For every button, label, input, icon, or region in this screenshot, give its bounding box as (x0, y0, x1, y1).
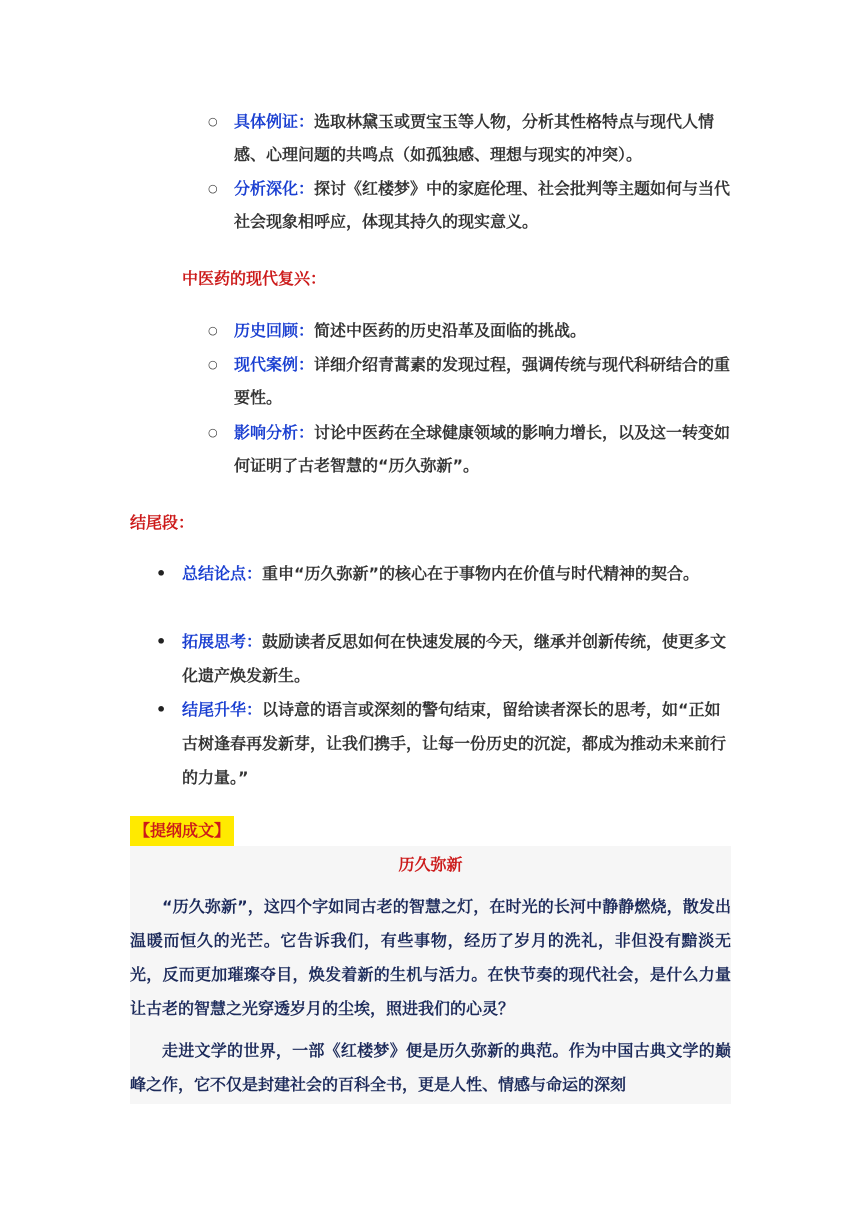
disc-bullet-icon: • (156, 564, 167, 583)
item-text: 选取林黛玉或贾宝玉等人物，分析其性格特点与现代人情感、心理问题的共鸣点（如孤独感、理想与现实的冲突）。 (234, 112, 715, 164)
disc-bullet-icon: • (156, 700, 167, 719)
essay-block (130, 846, 731, 1104)
essay-paragraph: 走进文学的世界，一部《红楼梦》便是历久弥新的典范。作为中国古典文学的巅峰之作，它不仅是封建社会的百科全书，更是人性、情感与命运的深刻 (130, 1041, 731, 1094)
item-label: 结尾升华： (182, 700, 263, 719)
outline-essay-tag: 【提纲成文】 (130, 816, 234, 847)
circle-bullet-icon: ○ (208, 115, 218, 128)
item-label: 分析深化： (234, 179, 315, 198)
item-label: 现代案例： (234, 355, 315, 374)
item-label: 总结论点： (182, 564, 263, 583)
item-text: 重申“历久弥新”的核心在于事物内在价值与时代精神的契合。 (262, 564, 700, 583)
list-item (156, 693, 734, 795)
list-item (156, 557, 734, 591)
disc-bullet-icon: • (156, 632, 167, 651)
item-text: 鼓励读者反思如何在快速发展的今天，继承并创新传统，使更多文化遗产焕发新生。 (182, 632, 727, 685)
item-text: 探讨《红楼梦》中的家庭伦理、社会批判等主题如何与当代社会现象相呼应，体现其持久的现实意义。 (234, 179, 731, 231)
section-heading: 中医药的现代复兴： (182, 269, 327, 288)
item-text: 讨论中医药在全球健康领域的影响力增长，以及这一转变如何证明了古老智慧的“历久弥新”。 (234, 423, 731, 475)
essay-title: 历久弥新 (398, 855, 463, 874)
item-label: 拓展思考： (182, 632, 263, 651)
item-label: 历史回顾： (234, 321, 315, 340)
item-text: 简述中医药的历史沿革及面临的挑战。 (314, 321, 587, 340)
circle-bullet-icon: ○ (208, 182, 218, 195)
list-item (208, 348, 734, 414)
item-text: 详细介绍青蒿素的发现过程，强调传统与现代科研结合的重要性。 (234, 355, 731, 407)
list-item (208, 172, 734, 238)
item-label: 具体例证： (234, 112, 315, 131)
circle-bullet-icon: ○ (208, 426, 218, 439)
item-text: 以诗意的语言或深刻的警句结束，留给读者深长的思考，如“正如古树逢春再发新芽，让我们携手，让每一份历史的沉淀，都成为推动未来前行的力量。” (182, 700, 727, 787)
essay-paragraph: “历久弥新”，这四个字如同古老的智慧之灯，在时光的长河中静静燃烧，散发出温暖而恒久的光芒。它告诉我们，有些事物，经历了岁月的洗礼，非但没有黯淡无光，反而更加璀璨夺目，焕发着新的生机与活力。在快节奏的现代社会，是什么力量让古老的智慧之光穿透岁月的尘埃，照进我们的心灵？ (130, 897, 731, 1018)
circle-bullet-icon: ○ (208, 358, 218, 371)
circle-bullet-icon: ○ (208, 324, 218, 337)
list-item (208, 314, 734, 347)
list-item (156, 625, 734, 693)
list-item (208, 105, 734, 171)
item-label: 影响分析： (234, 423, 315, 442)
section-heading: 结尾段： (130, 513, 195, 532)
list-item (208, 416, 734, 482)
